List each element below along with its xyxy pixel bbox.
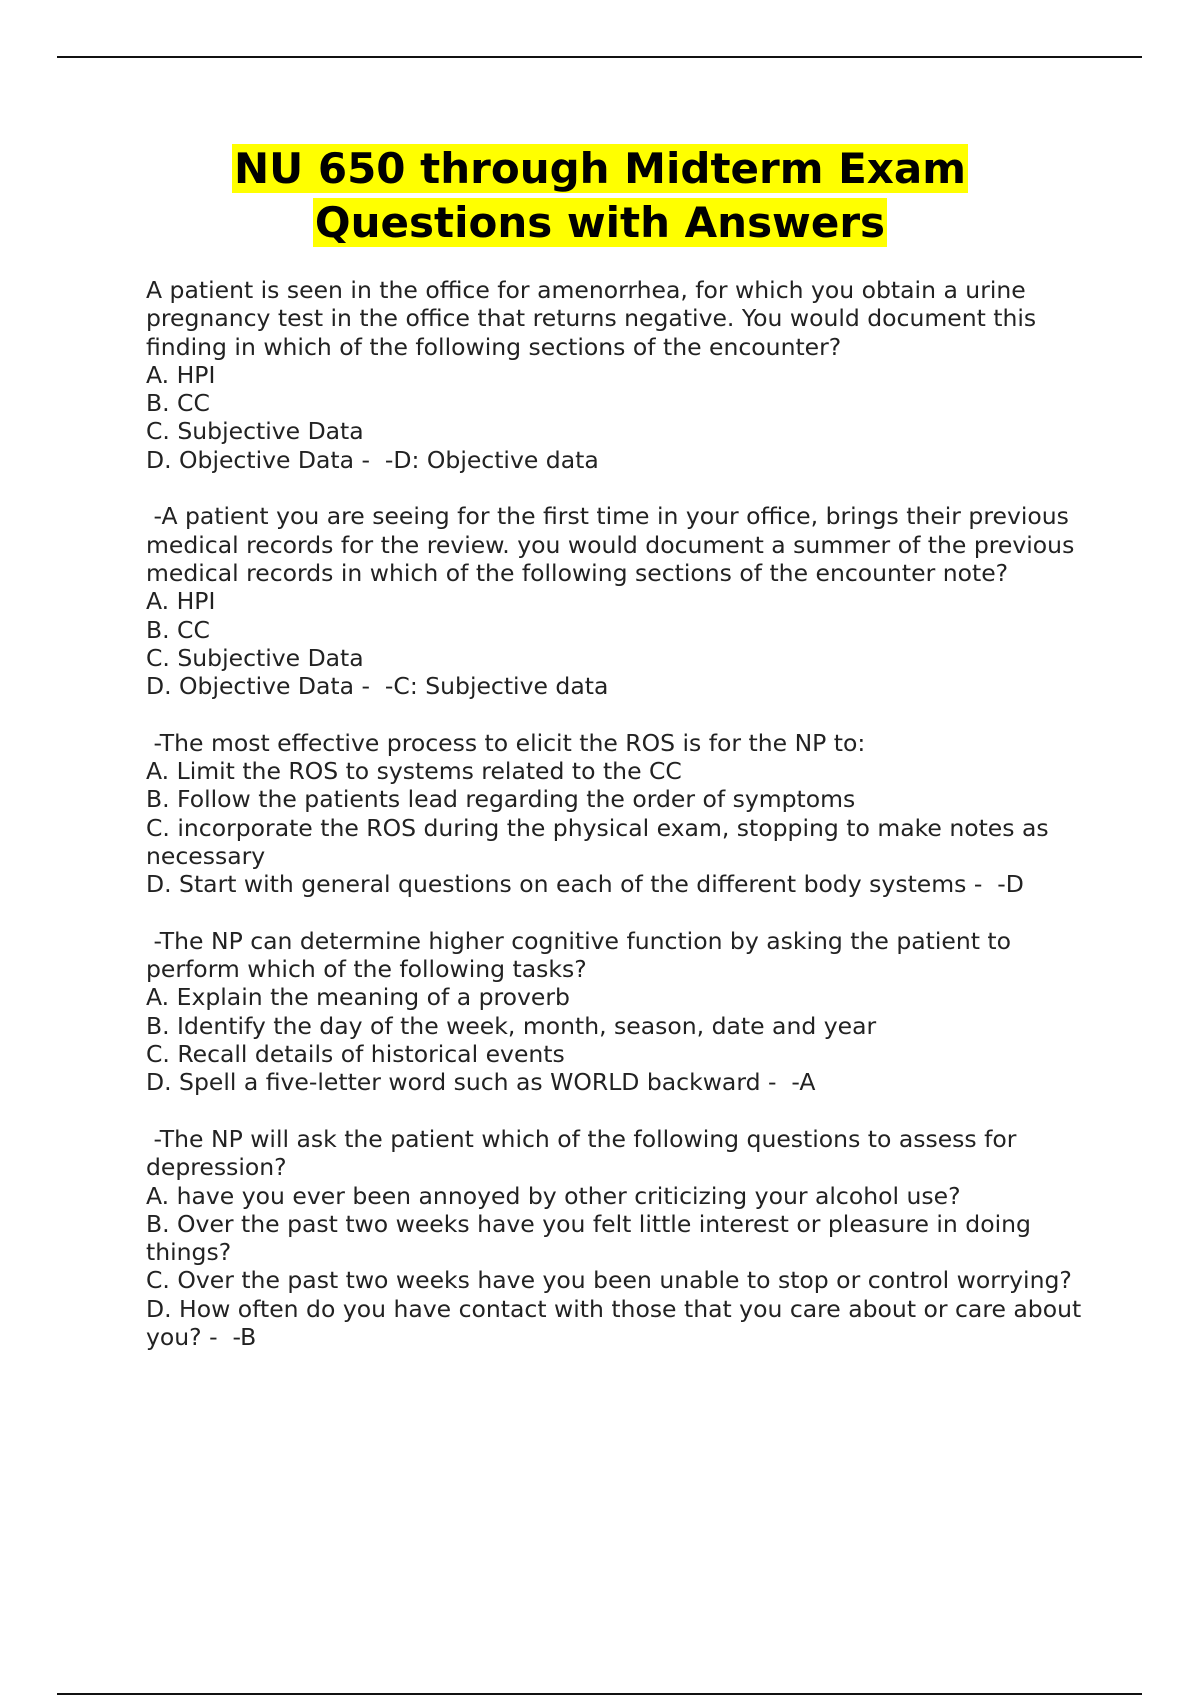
question-stem: -The NP will ask the patient which of the following questions to assess for depression?: [146, 1124, 1024, 1182]
document-title: [0, 142, 1200, 250]
answer-option-a: A. HPI: [146, 360, 216, 389]
question-list: [146, 276, 1089, 1380]
answer-option-d: D. Objective Data - -D: Objective data: [146, 445, 599, 474]
answer-option-c: C. Recall details of historical events: [146, 1040, 565, 1069]
question-stem: A patient is seen in the office for amenorrhea, for which you obtain a urine pregnancy test in the office that returns negative. You would document this finding in which of the following sections of the encounter?: [146, 276, 1044, 361]
question-3: [146, 729, 1086, 899]
question-stem: -A patient you are seeing for the first time in your office, brings their previous medical records for the review. you would document a summer of the previous medical records in which of the following sections of the encounter note?: [146, 502, 1082, 587]
answer-option-d: D. How often do you have contact with those that you care about or care about you? - -B: [146, 1294, 1089, 1351]
answer-option-d: D. Spell a five-letter word such as WORLD backward - -A: [146, 1068, 816, 1097]
answer-option-a: A. Explain the meaning of a proverb: [146, 983, 570, 1012]
question-5: [146, 1124, 1089, 1351]
title-line-1: NU 650 through Midterm Exam: [233, 144, 966, 193]
answer-option-a: A. HPI: [146, 587, 216, 616]
answer-option-c: C. Over the past two weeks have you been unable to stop or control worrying?: [146, 1266, 1072, 1295]
title-line-2: Questions with Answers: [314, 198, 886, 247]
footer-rule: [57, 1693, 1142, 1695]
question-2: [146, 502, 1086, 700]
answer-option-b: B. CC: [146, 615, 210, 644]
answer-option-c: C. Subjective Data: [146, 643, 364, 672]
answer-option-b: B. CC: [146, 389, 210, 418]
answer-option-d: D. Objective Data - -C: Subjective data: [146, 672, 609, 701]
question-stem: -The most effective process to elicit the ROS is for the NP to:: [146, 728, 866, 757]
answer-option-b: B. Follow the patients lead regarding the order of symptoms: [146, 785, 856, 814]
question-stem: -The NP can determine higher cognitive function by asking the patient to perform which of the following tasks?: [146, 926, 1019, 984]
answer-option-b: B. Over the past two weeks have you felt little interest or pleasure in doing things?: [146, 1209, 1039, 1267]
answer-option-a: A. have you ever been annoyed by other criticizing your alcohol use?: [146, 1181, 961, 1210]
answer-option-c: C. Subjective Data: [146, 417, 364, 446]
answer-option-d: D. Start with general questions on each of the different body systems - -D: [146, 870, 1024, 899]
question-4: [146, 927, 1086, 1097]
answer-option-a: A. Limit the ROS to systems related to the CC: [146, 757, 682, 786]
answer-option-c: C. incorporate the ROS during the physical exam, stopping to make notes as necessary: [146, 813, 1057, 870]
answer-option-b: B. Identify the day of the week, month, season, date and year: [146, 1011, 877, 1040]
question-1: [146, 276, 1086, 474]
header-rule: [57, 56, 1142, 58]
